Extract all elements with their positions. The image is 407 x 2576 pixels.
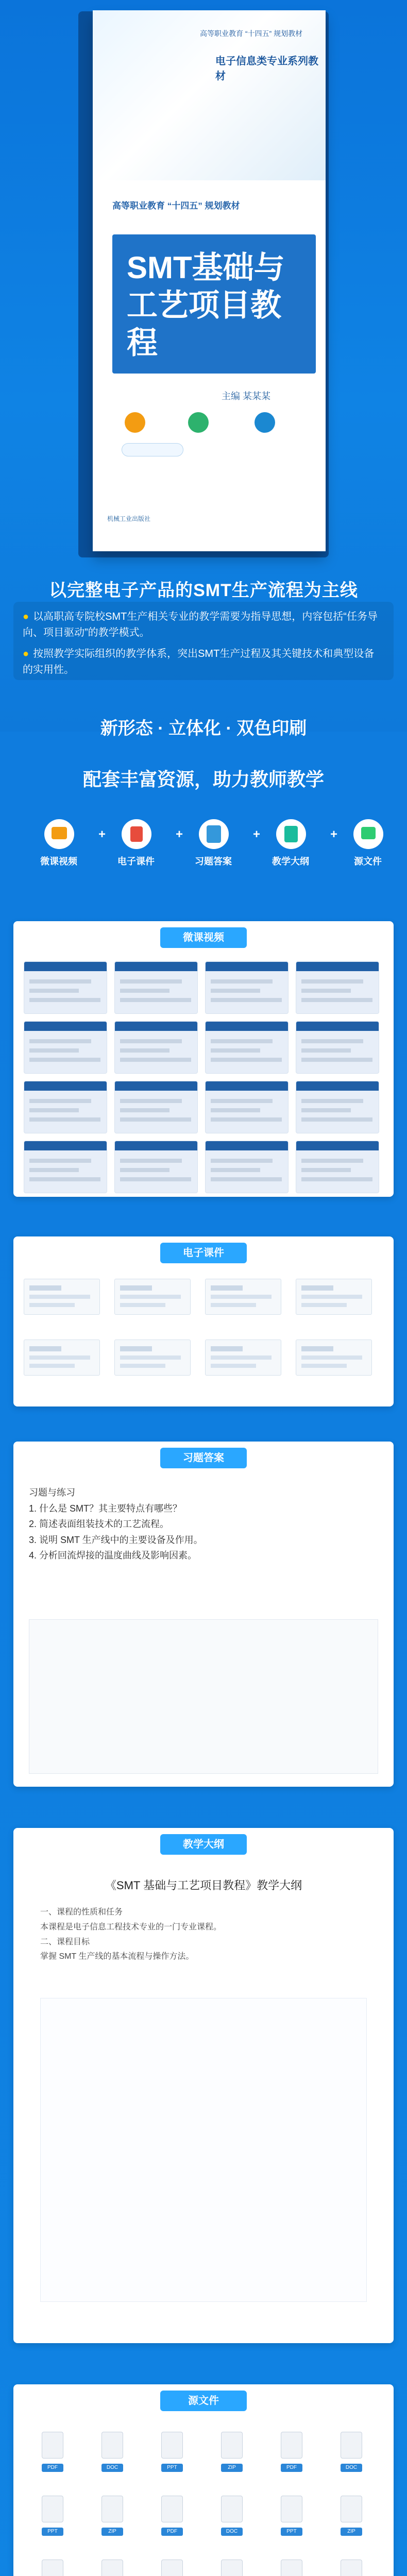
plus-icon: + <box>330 827 337 841</box>
answers-icon <box>199 819 229 849</box>
cover-title: SMT基础与工艺项目教程 <box>127 250 285 361</box>
intro-line-1: ● 以高职高专院校SMT生产相关专业的教学需要为指导思想，内容包括“任务导向、项目驱动”的教学模式。 <box>23 611 378 638</box>
file-icon: DOC <box>83 2432 141 2487</box>
source-panel <box>13 2384 394 2576</box>
file-icon <box>263 2560 320 2576</box>
video-thumb <box>296 1141 379 1193</box>
hero-intro <box>13 602 394 680</box>
cover-small-text: 高等职业教育 “十四五” 规划教材 <box>200 29 303 38</box>
video-thumb <box>205 1081 289 1133</box>
file-icon: ZIP <box>83 2496 141 2551</box>
file-icon <box>203 2560 261 2576</box>
slides-panel <box>13 1236 394 1406</box>
badge-orange <box>125 412 145 433</box>
slide-thumb <box>205 1279 281 1315</box>
answers-box <box>29 1619 378 1774</box>
badge-blue <box>255 412 275 433</box>
file-icon: DOC <box>323 2432 380 2487</box>
video-panel <box>13 921 394 1197</box>
cover-series: 电子信息类专业系列教材 <box>215 56 318 82</box>
book-cover <box>93 10 326 551</box>
video-grid <box>24 961 383 1183</box>
hero-headline: 以完整电子产品的SMT生产流程为主线 <box>49 581 358 600</box>
video-label: 微课视频 <box>40 856 77 867</box>
outline-line-4: 掌握 SMT 生产线的基本流程与操作方法。 <box>40 1952 194 1961</box>
outline-panel <box>13 1828 394 2343</box>
resource-icon-row <box>28 819 382 876</box>
video-thumb <box>114 961 198 1014</box>
file-icon <box>323 2560 380 2576</box>
answers-line-1: 1. 什么是 SMT？其主要特点有哪些？ <box>29 1503 182 1514</box>
slide-thumb <box>296 1340 372 1376</box>
file-icon: PDF <box>263 2432 320 2487</box>
outline-line-1: 一、课程的性质和任务 <box>40 1908 123 1917</box>
resource-source <box>337 819 399 876</box>
source-label: 源文件 <box>354 856 382 867</box>
file-icon: PPT <box>143 2432 201 2487</box>
video-thumb <box>296 1081 379 1133</box>
file-icon <box>24 2560 81 2576</box>
cover-tag <box>122 443 183 456</box>
answers-panel <box>13 1442 394 1787</box>
answers-line-2: 2. 简述表面组装技术的工艺流程。 <box>29 1519 169 1530</box>
file-icon: PPT <box>24 2496 81 2551</box>
slide-thumb <box>205 1340 281 1376</box>
answers-line-3: 3. 说明 SMT 生产线中的主要设备及作用。 <box>29 1534 203 1545</box>
badge-green <box>188 412 209 433</box>
video-thumb <box>24 1021 107 1074</box>
resources-title: 配套丰富资源，助力教师教学 <box>82 769 324 790</box>
slide-thumb <box>24 1340 100 1376</box>
video-thumb <box>24 1141 107 1193</box>
cover-subtitle: 高等职业教育 “十四五” 规划教材 <box>112 201 240 211</box>
video-thumb <box>205 961 289 1014</box>
resource-answers <box>182 819 244 876</box>
source-grid <box>24 2432 383 2576</box>
video-tab: 微课视频 <box>160 927 247 948</box>
plus-icon: + <box>175 827 183 841</box>
outline-tab: 教学大纲 <box>160 1834 247 1855</box>
source-tab: 源文件 <box>160 2391 247 2411</box>
publisher-logo: 机械工业出版社 <box>107 515 151 522</box>
resource-slides <box>105 819 167 876</box>
video-thumb <box>24 1081 107 1133</box>
video-thumb <box>205 1021 289 1074</box>
video-thumb <box>114 1081 198 1133</box>
cover-title-box <box>112 234 316 374</box>
plus-icon: + <box>252 827 260 841</box>
outline-title: 《SMT 基础与工艺项目教程》教学大纲 <box>105 1879 302 1892</box>
video-thumb <box>296 961 379 1014</box>
slide-thumb <box>114 1279 191 1315</box>
video-thumb <box>114 1141 198 1193</box>
slide-thumb <box>24 1279 100 1315</box>
answers-label: 习题答案 <box>195 856 232 867</box>
outline-doc <box>40 1905 367 1964</box>
outline-line-3: 二、课程目标 <box>40 1937 90 1946</box>
slide-thumb <box>114 1340 191 1376</box>
slides-grid <box>24 1279 383 1392</box>
file-icon <box>143 2560 201 2576</box>
video-thumb <box>114 1021 198 1074</box>
hero-tagline: 新形态 · 立体化 · 双色印刷 <box>100 719 307 738</box>
outline-line-2: 本课程是电子信息工程技术专业的一门专业课程。 <box>40 1922 222 1931</box>
intro-line-2: ● 按照教学实际组织的教学体系，突出SMT生产过程及其关键技术和典型设备的实用性。 <box>23 648 375 675</box>
video-icon <box>44 819 74 849</box>
answers-line-0: 习题与练习 <box>29 1487 75 1498</box>
file-icon: ZIP <box>323 2496 380 2551</box>
outline-icon <box>276 819 306 849</box>
file-icon: ZIP <box>203 2432 261 2487</box>
slides-tab: 电子课件 <box>160 1243 247 1263</box>
answers-tab: 习题答案 <box>160 1448 247 1468</box>
cover-author: 主编 某某某 <box>222 391 271 401</box>
file-icon: PDF <box>24 2432 81 2487</box>
answers-line-4: 4. 分析回流焊接的温度曲线及影响因素。 <box>29 1550 197 1561</box>
outline-label: 教学大纲 <box>272 856 309 867</box>
file-icon: DOC <box>203 2496 261 2551</box>
outline-body <box>40 1998 367 2302</box>
answers-doc <box>29 1485 378 1564</box>
file-icon: PPT <box>263 2496 320 2551</box>
slides-icon <box>122 819 151 849</box>
file-icon <box>83 2560 141 2576</box>
resource-video <box>28 819 90 876</box>
slide-thumb <box>296 1279 372 1315</box>
resource-outline <box>260 819 321 876</box>
video-thumb <box>24 961 107 1014</box>
slides-label: 电子课件 <box>117 856 155 867</box>
video-thumb <box>296 1021 379 1074</box>
plus-icon: + <box>98 827 106 841</box>
file-icon: PDF <box>143 2496 201 2551</box>
source-icon <box>353 819 383 849</box>
video-thumb <box>205 1141 289 1193</box>
